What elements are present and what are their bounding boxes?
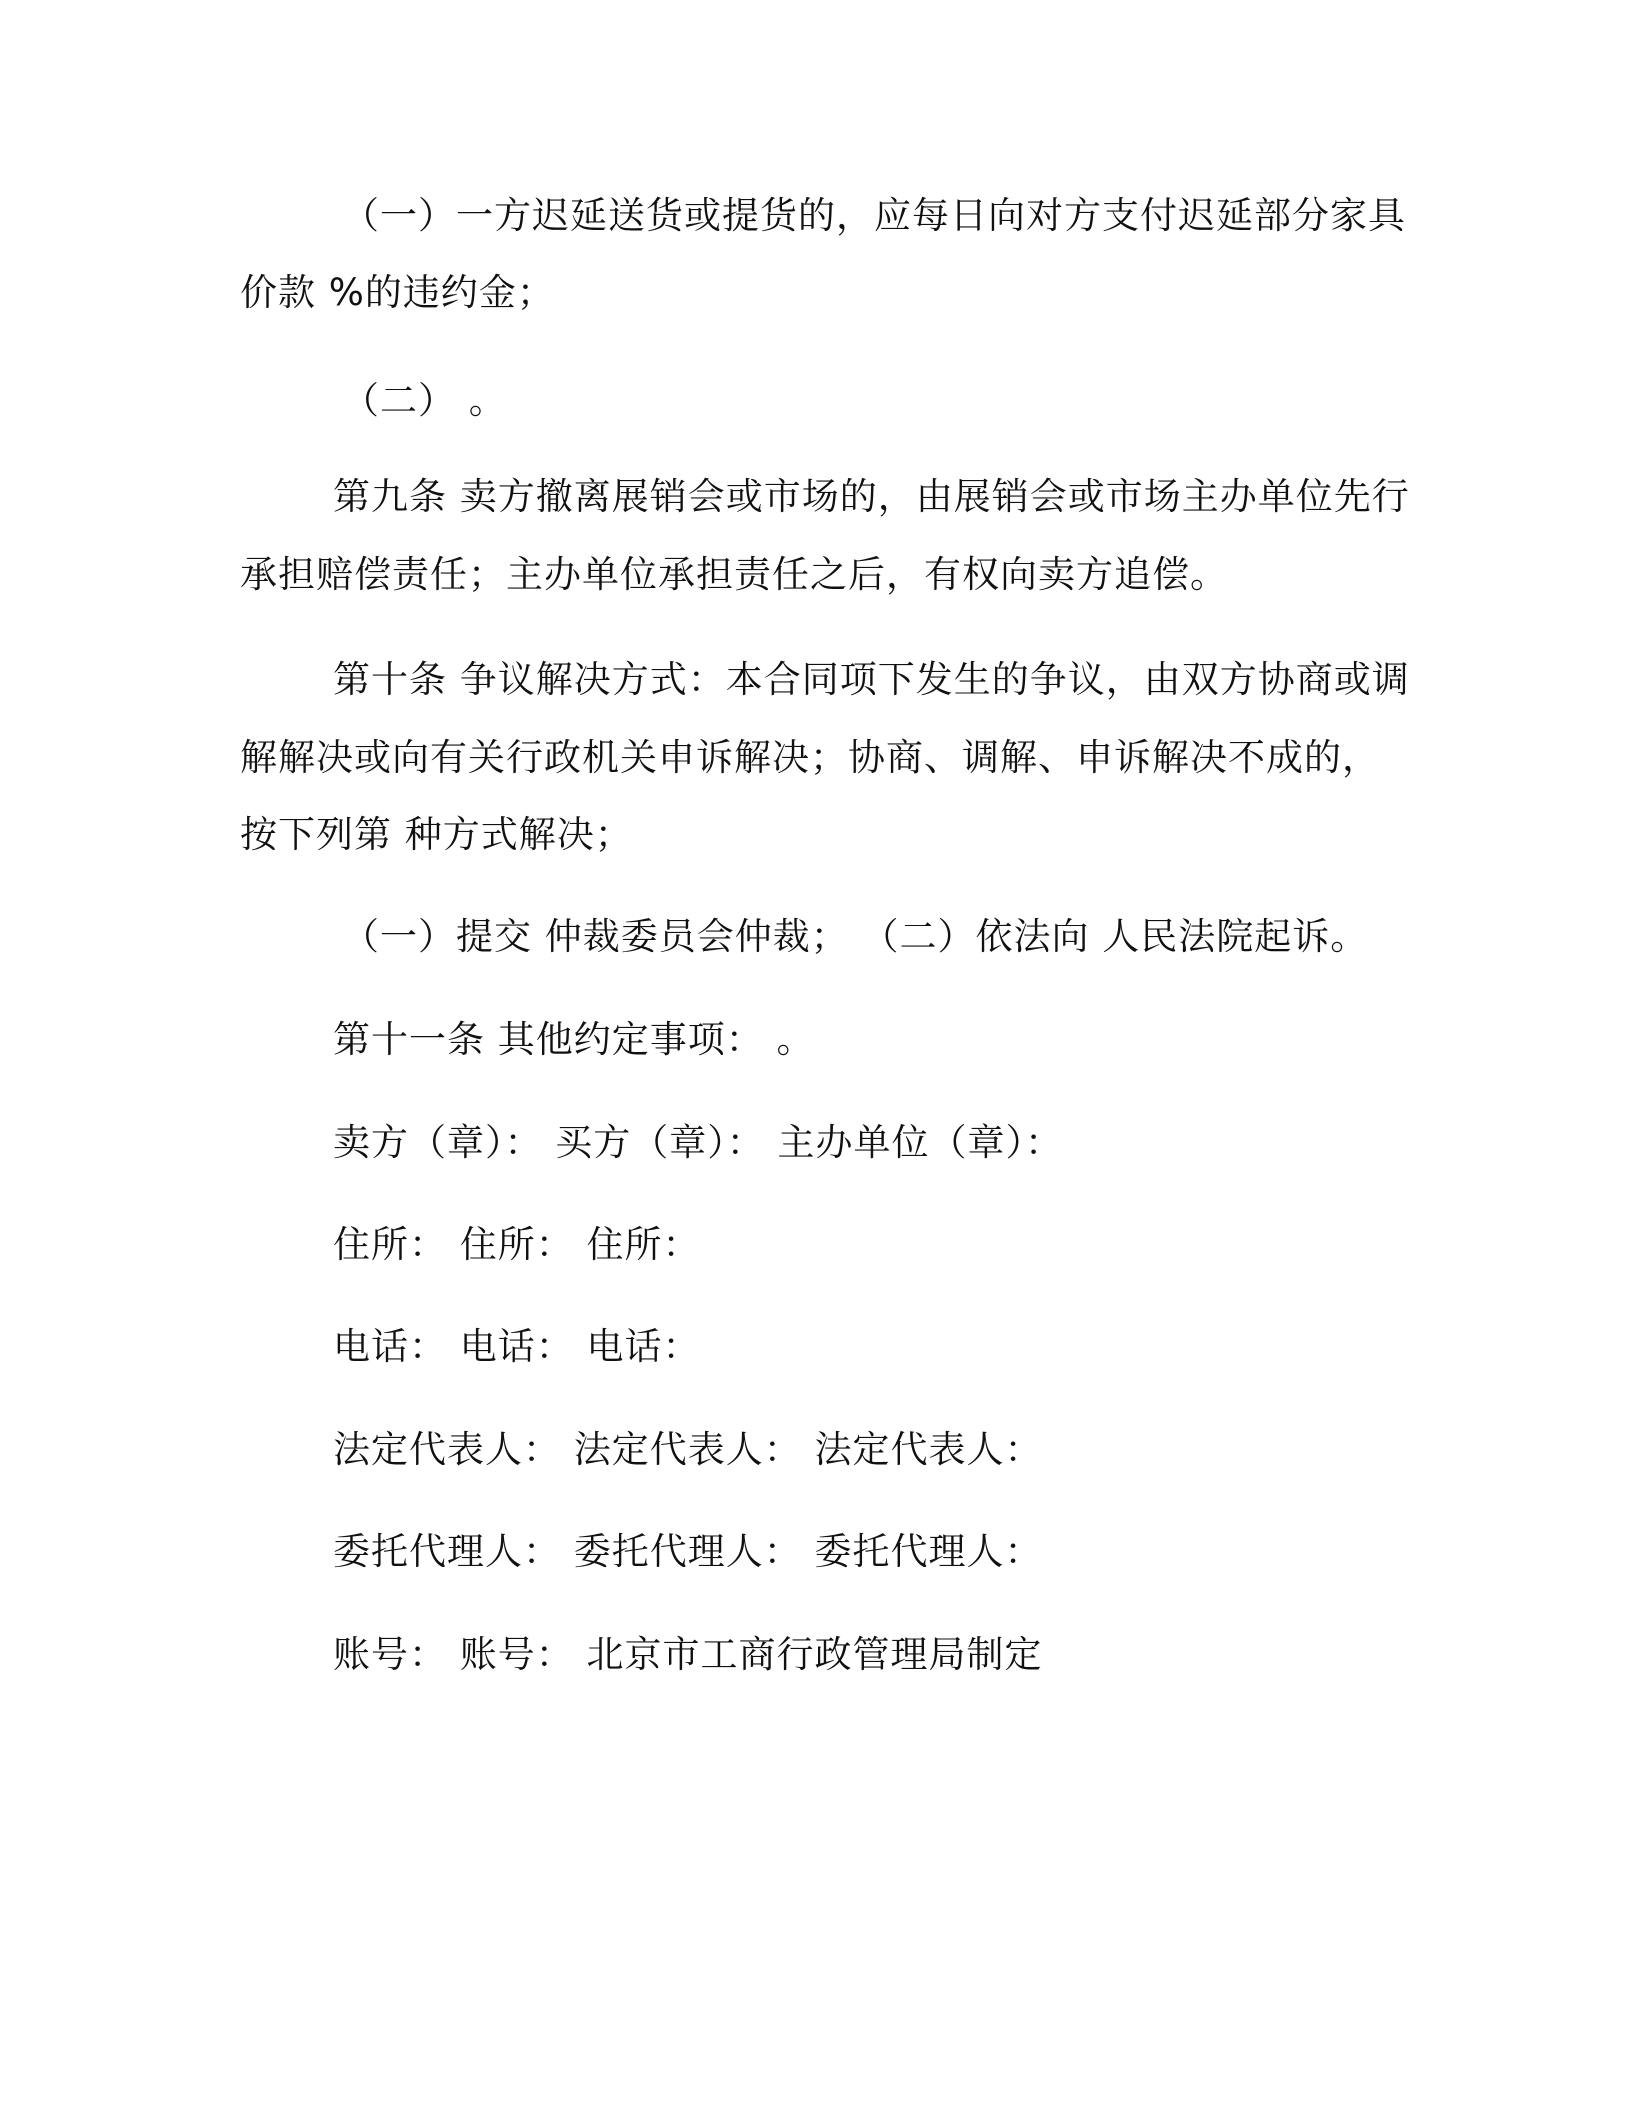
signature-authorized-agent: 委托代理人： 委托代理人： 委托代理人： — [333, 1530, 1043, 1573]
signature-account: 账号： 账号： 北京市工商行政管理局制定 — [333, 1633, 1043, 1676]
clause-item-1-line-2: 价款 %的违约金； — [240, 271, 555, 314]
signature-phone: 电话： 电话： 电话： — [333, 1325, 701, 1368]
article-11: 第十一条 其他约定事项： 。 — [333, 1018, 815, 1061]
article-10-line-2: 解解决或向有关行政机关申诉解决；协商、调解、申诉解决不成的， — [240, 736, 1380, 779]
article-10-options: （一）提交 仲裁委员会仲裁； （二）依法向 人民法院起诉。 — [342, 915, 1369, 958]
clause-item-2: （二） 。 — [342, 379, 507, 422]
signature-legal-representative: 法定代表人： 法定代表人： 法定代表人： — [333, 1428, 1043, 1471]
article-9-line-2: 承担赔偿责任；主办单位承担责任之后，有权向卖方追偿。 — [240, 553, 1228, 596]
signature-address: 住所： 住所： 住所： — [333, 1223, 701, 1266]
clause-item-1-line-1: （一）一方迟延送货或提货的，应每日向对方支付迟延部分家具 — [342, 194, 1406, 237]
article-10-line-3: 按下列第 种方式解决； — [240, 813, 633, 856]
article-10-line-1: 第十条 争议解决方式：本合同项下发生的争议，由双方协商或调 — [333, 658, 1410, 701]
signature-parties: 卖方（章）： 买方（章）： 主办单位（章）： — [333, 1121, 1064, 1164]
article-9-line-1: 第九条 卖方撤离展销会或市场的，由展销会或市场主办单位先行 — [333, 475, 1410, 518]
